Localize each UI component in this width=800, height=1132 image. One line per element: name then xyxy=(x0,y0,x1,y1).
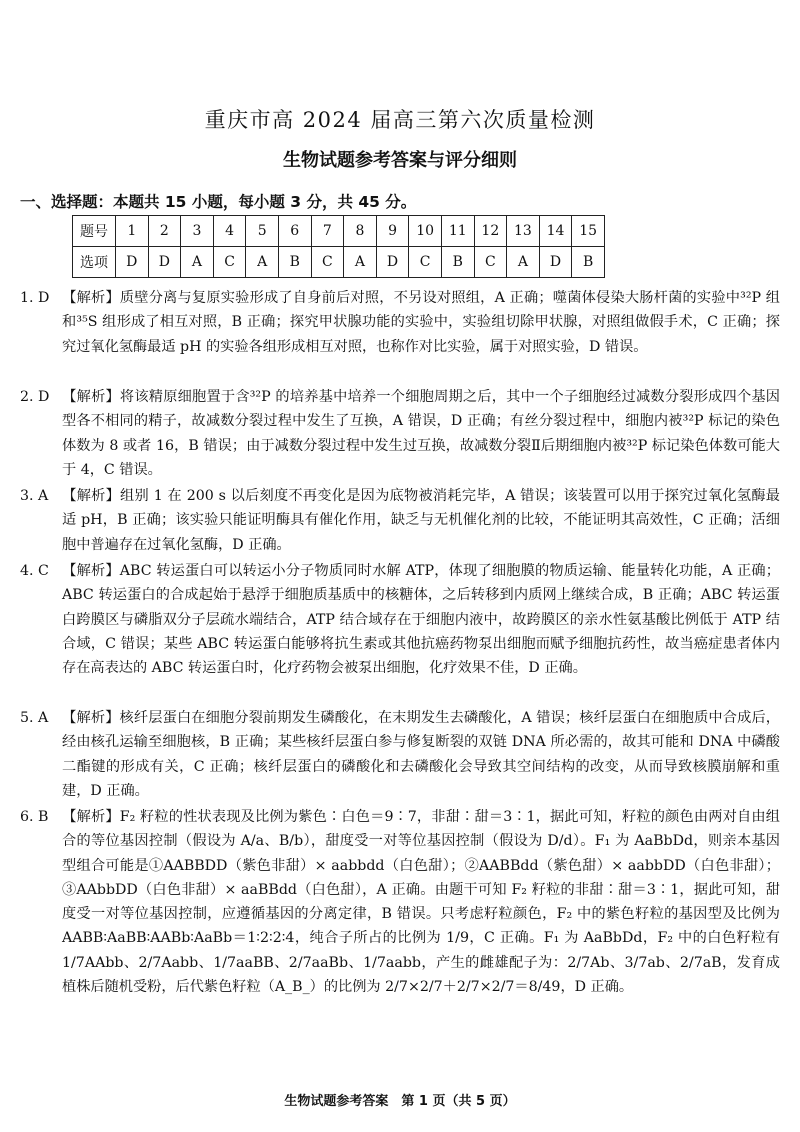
explanation-text: 【解析】将该精原细胞置于含³²P 的培养基中培养一个细胞周期之后，其中一个子细胞经过减数分裂形成四个基因型各不相同的精子，故减数分裂过程中发生了互换，A 错误，D 正确；有丝分裂过程中，细胞内被³²P 标记的染色体数为 8 或者 16，B 错误；由于减数分裂过程中发生过互换，故减数分裂Ⅱ后期细胞内被³²P 标记染色体数可能大于 4，C 错误。 xyxy=(62,389,780,478)
table-cell: 10 xyxy=(409,216,442,247)
table-cell: C xyxy=(213,247,246,278)
table-cell: 11 xyxy=(441,216,474,247)
table-cell: D xyxy=(539,247,572,278)
table-cell: B xyxy=(278,247,311,278)
table-cell: 4 xyxy=(213,216,246,247)
table-cell: 1 xyxy=(116,216,149,247)
page-title: 重庆市高 2024 届高三第六次质量检测 xyxy=(204,108,596,132)
table-header-cell: 题号 xyxy=(73,216,116,247)
page-subtitle: 生物试题参考答案与评分细则 xyxy=(283,150,517,171)
question-number: 6. B xyxy=(20,809,49,825)
table-cell: D xyxy=(376,247,409,278)
table-cell: B xyxy=(441,247,474,278)
answer-table-number-row xyxy=(73,216,605,247)
explanation-5 xyxy=(20,706,780,803)
question-number: 3. A xyxy=(20,488,49,504)
question-number: 1. D xyxy=(20,290,50,306)
explanation-4 xyxy=(20,559,780,680)
section-heading: 一、选择题：本题共 15 小题，每小题 3 分，共 45 分。 xyxy=(20,193,417,211)
table-cell: 6 xyxy=(278,216,311,247)
table-cell: C xyxy=(311,247,344,278)
table-cell: D xyxy=(116,247,149,278)
explanation-2 xyxy=(20,385,780,482)
explanation-text: 【解析】ABC 转运蛋白可以转运小分子物质同时水解 ATP，体现了细胞膜的物质运输、能量转化功能，A 正确；ABC 转运蛋白的合成起始于悬浮于细胞质基质中的核糖体，之后转移到内质网上继续合成，B 正确；ABC 转运蛋白跨膜区与磷脂双分子层疏水端结合，ATP 结合域存在于细胞内液中，故跨膜区的亲水性氨基酸比例低于 ATP 结合域，C 错误；某些 ABC 转运蛋白能够将抗生素或其他抗癌药物泵出细胞而赋予细胞抗药性，故当癌症患者体内存在高表达的 ABC 转运蛋白时，化疗药物会被泵出细胞，化疗效果不佳，D 正确。 xyxy=(62,563,780,677)
table-cell: 5 xyxy=(246,216,279,247)
table-cell: 15 xyxy=(572,216,605,247)
question-number: 2. D xyxy=(20,389,50,405)
question-number: 5. A xyxy=(20,710,49,726)
table-cell: 3 xyxy=(181,216,214,247)
table-cell: A xyxy=(344,247,377,278)
page-footer: 生物试题参考答案 第 1 页（共 5 页） xyxy=(284,1094,516,1109)
explanation-text: 【解析】质壁分离与复原实验形成了自身前后对照，不另设对照组，A 正确；噬菌体侵染大肠杆菌的实验中³²P 组和³⁵S 组形成了相互对照，B 正确；探究甲状腺功能的实验中，实验组切除甲状腺，对照组做假手术，C 正确；探究过氧化氢酶最适 pH 的实验各组形成相互对照，也称作对比实验，属于对照实验，D 错误。 xyxy=(62,290,780,355)
table-cell: D xyxy=(148,247,181,278)
table-cell: 14 xyxy=(539,216,572,247)
table-header-cell: 选项 xyxy=(73,247,116,278)
table-cell: C xyxy=(409,247,442,278)
table-cell: 8 xyxy=(344,216,377,247)
table-cell: 9 xyxy=(376,216,409,247)
table-cell: B xyxy=(572,247,605,278)
table-cell: 12 xyxy=(474,216,507,247)
explanation-text: 【解析】F₂ 籽粒的性状表现及比例为紫色∶白色＝9∶7，非甜∶甜＝3∶1，据此可知，籽粒的颜色由两对自由组合的等位基因控制（假设为 A/a、B/b），甜度受一对等位基因控制（假设为 D/d）。F₁ 为 AaBbDd，则亲本基因型组合可能是①AABBDD（紫色非甜）× aabbdd（白色甜）；②AABBdd（紫色甜）× aabbDD（白色非甜）；③AAbbDD（白色非甜）× aaBBdd（白色甜），A 正确。由题干可知 F₂ 籽粒的非甜∶甜＝3∶1，据此可知，甜度受一对等位基因控制，应遵循基因的分离定律，B 错误。只考虑籽粒颜色，F₂ 中的紫色籽粒的基因型及比例为 AABB∶AaBB∶AABb∶AaBb＝1∶2∶2∶4，纯合子所占的比例为 1/9，C 正确。F₁ 为 AaBbDd，F₂ 中的白色籽粒有 1/7AAbb、2/7Aabb、1/7aaBB、2/7aaBb、1/7aabb，产生的雌雄配子为：2/7Ab、3/7ab、2/7aB，发育成植株后随机受粉，后代紫色籽粒（A_B_）的比例为 2/7×2/7＋2/7×2/7＝8/49，D 正确。 xyxy=(62,809,780,996)
explanation-3 xyxy=(20,484,780,557)
answer-table-answer-row xyxy=(73,247,605,278)
explanation-text: 【解析】组别 1 在 200 s 以后刻度不再变化是因为底物被消耗完毕，A 错误；该装置可以用于探究过氧化氢酶最适 pH，B 正确；该实验只能证明酶具有催化作用，缺乏与无机催化剂的比较，不能证明其高效性，C 正确；活细胞中普遍存在过氧化氢酶，D 正确。 xyxy=(62,488,780,553)
table-cell: 7 xyxy=(311,216,344,247)
table-cell: A xyxy=(246,247,279,278)
table-cell: 2 xyxy=(148,216,181,247)
explanation-6 xyxy=(20,805,780,999)
explanation-text: 【解析】核纤层蛋白在细胞分裂前期发生磷酸化，在末期发生去磷酸化，A 错误；核纤层蛋白在细胞质中合成后，经由核孔运输至细胞核，B 正确；某些核纤层蛋白参与修复断裂的双链 DNA 所必需的，故其可能和 DNA 中磷酸二酯键的形成有关，C 正确；核纤层蛋白的磷酸化和去磷酸化会导致其空间结构的改变，从而导致核膜崩解和重建，D 正确。 xyxy=(62,710,780,799)
explanation-1 xyxy=(20,286,780,359)
table-cell: C xyxy=(474,247,507,278)
table-cell: A xyxy=(181,247,214,278)
table-cell: A xyxy=(507,247,540,278)
question-number: 4. C xyxy=(20,563,49,579)
table-cell: 13 xyxy=(507,216,540,247)
answer-table xyxy=(72,215,605,278)
